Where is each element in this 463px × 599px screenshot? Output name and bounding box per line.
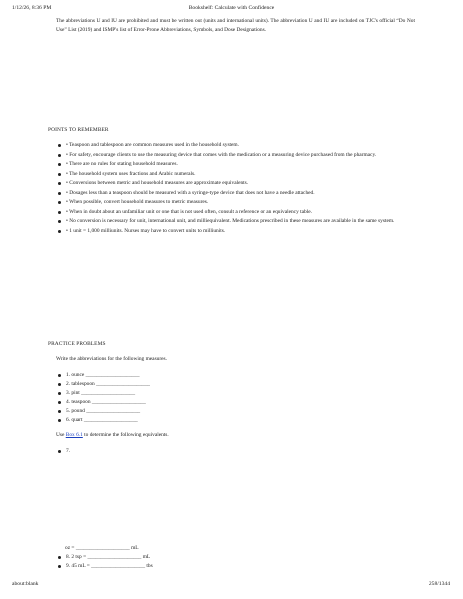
- use-prefix: Use: [56, 432, 66, 438]
- use-suffix: to determine the following equivalents.: [82, 432, 169, 438]
- footer-url: about:blank: [12, 581, 39, 587]
- footer-page-number: 258/1344: [428, 581, 450, 587]
- list-item: • The household system uses fractions and Arabic numerals.: [56, 170, 416, 179]
- equivalents-list: [56, 553, 416, 571]
- list-item: • No conversion is necessary for unit, international unit, and milliequivalent. Medications prescribed in these measures are available in the same system.: [56, 217, 416, 226]
- equivalents-instruction: [56, 432, 169, 438]
- practice-instruction: Write the abbreviations for the following measures.: [56, 356, 168, 362]
- list-item: 5. pound ____________________: [56, 407, 416, 416]
- list-item: • When in doubt about an unfamiliar unit or one that is not used often, consult a reference or an equivalency table.: [56, 208, 416, 217]
- list-item: • For safety, encourage clients to use the measuring device that comes with the medication or a measuring device purchased from the pharmacy.: [56, 151, 416, 160]
- list-item: 1. ounce ____________________: [56, 371, 416, 380]
- list-item: 6. quart ____________________: [56, 416, 416, 425]
- list-item: • There are no rules for stating household measures.: [56, 160, 416, 169]
- list-item: 9. 45 mL = ____________________ tbs: [56, 562, 416, 571]
- list-item: 8. 2 tsp = ____________________ mL: [56, 553, 416, 562]
- header-timestamp: 1/12/26, 8:36 PM: [12, 5, 52, 11]
- list-item: • Teaspoon and tablespoon are common measures used in the household system.: [56, 141, 416, 150]
- intro-paragraph: The abbreviations U and IU are prohibited and must be written out (units and international units). The abbreviation U and IU are included on TJC's official “Do Not Use” List (2019) and ISMP's list of Error-Prone Abbreviations, Symbols, and Dose Designations.: [56, 18, 415, 33]
- points-to-remember-title: POINTS TO REMEMBER: [48, 127, 109, 133]
- list-item: • Conversions between metric and household measures are approximate equivalents.: [56, 179, 416, 188]
- list-item: 3. pint ____________________: [56, 389, 416, 398]
- list-item: 7.: [56, 447, 416, 456]
- abbreviation-list: [56, 371, 416, 425]
- box-6-1-link[interactable]: Box 6.1: [65, 432, 83, 438]
- list-item: 4. teaspoon ____________________: [56, 398, 416, 407]
- list-item: • When possible, convert household measures to metric measures.: [56, 198, 416, 207]
- header-title: Bookshelf: Calculate with Confidence: [188, 5, 275, 11]
- points-list: [56, 141, 416, 236]
- list-item: 2. tablespoon ____________________: [56, 380, 416, 389]
- list-item: • 1 unit = 1,000 milliunits. Nurses may have to convert units to milliunits.: [56, 227, 416, 236]
- list-item: • Dosages less than a teaspoon should be measured with a syringe-type device that does not have a needle attached.: [56, 189, 416, 198]
- practice-problems-title: PRACTICE PROBLEMS: [48, 341, 106, 347]
- equivalent-oz-line: oz = ____________________ mL: [65, 545, 139, 551]
- equivalent-first-list: [56, 447, 416, 456]
